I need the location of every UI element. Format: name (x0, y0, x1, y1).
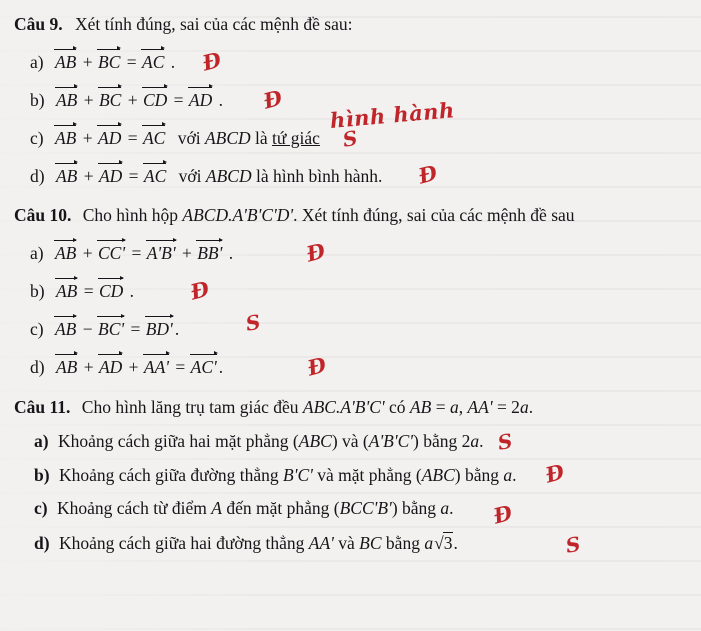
pen-mark-10c: S (243, 309, 263, 336)
question-11-item-a (14, 428, 691, 455)
vector-ab: AB (55, 356, 78, 377)
question-11-item-c (14, 498, 691, 530)
vector-ac: AC (143, 165, 167, 186)
question-10-item-b: b) AB = CD . Đ (30, 276, 212, 305)
vector-a-prime-b-prime: A'B' (146, 243, 176, 264)
vector-bc: BC (98, 51, 121, 72)
item-label-c: c) (30, 127, 44, 148)
question-9-item-c: c) AB + AD = AC với ABCD là tứ giác S (30, 125, 360, 152)
vector-bd-prime: BD' (145, 319, 173, 339)
item-label-a: a) (30, 243, 44, 264)
question-11-label: Câu 11. (14, 396, 71, 417)
pen-mark-11a: S (495, 428, 515, 455)
vector-ad: AD (98, 127, 122, 148)
question-9-item-b: b) AB + BC + CD = AD . Đ (30, 84, 285, 114)
question-11-prompt: Cho hình lăng trụ tam giác đều ABC.A'B'C' có AB = a, AA' = 2a. (81, 396, 534, 417)
item-label-c: c) (34, 498, 48, 519)
question-10-item-d: d) AB + AD + AA' = AC' . Đ (30, 351, 329, 381)
item-label-a: a) (30, 51, 44, 72)
vector-bc-prime: BC' (98, 319, 125, 339)
question-9-prompt: Xét tính đúng, sai của các mệnh đề sau: (75, 14, 353, 34)
vector-ab: AB (55, 89, 78, 110)
vector-ac: AC (142, 127, 166, 148)
question-9-item-d: d) AB + AD = AC với ABCD là hình bình hành. Đ (30, 159, 440, 189)
vector-cd: CD (142, 89, 168, 110)
vector-cd: CD (98, 281, 124, 302)
item-label-d: d) (30, 356, 45, 377)
vector-ab: AB (55, 281, 78, 302)
pen-mark-11c: Đ (490, 500, 515, 530)
item-label-b: b) (30, 89, 45, 110)
item-11d-text: Khoảng cách giữa hai đường thẳng AA' và BC bằng a√3. (58, 533, 458, 554)
item-11c-text: Khoảng cách từ điểm A đến mặt phẳng (BCC'B') bằng a. (56, 498, 454, 519)
vector-ab: AB (54, 243, 77, 264)
question-10-item-c: c) AB − BC' = BD' . S (30, 309, 263, 339)
item-label-b: b) (30, 281, 45, 302)
item-label-d: d) (34, 533, 50, 554)
vector-bc: BC (98, 89, 122, 110)
vector-ab: AB (54, 319, 77, 339)
pen-mark-9d: Đ (415, 159, 440, 189)
vector-cc-prime: CC' (98, 243, 126, 264)
item-11b-text: Khoảng cách giữa đường thẳng B'C' và mặt phẳng (ABC) bằng a. (58, 464, 517, 485)
question-10-heading-line (14, 205, 691, 227)
vector-ab: AB (54, 51, 77, 72)
question-10-label: Câu 10. (14, 205, 72, 226)
vector-aa-prime: AA' (143, 356, 170, 377)
vector-ac: AC (142, 51, 165, 72)
vector-ab: AB (54, 127, 77, 148)
pen-mark-9a: Đ (199, 46, 224, 76)
item-label-b: b) (34, 464, 50, 485)
item-9c-text: với ABCD là tứ giác (177, 127, 320, 148)
pen-mark-10d: Đ (304, 351, 329, 381)
question-11-item-b (14, 458, 691, 488)
item-9d-text: với ABCD là hình bình hành. (178, 165, 383, 186)
pen-mark-9b: Đ (260, 84, 285, 114)
pen-mark-11d: S (563, 531, 583, 559)
item-11a-text: Khoảng cách giữa hai mặt phẳng (ABC) và (A'B'C') bằng 2a. (57, 430, 484, 451)
question-11-heading-line (14, 397, 691, 419)
vector-ac-prime: AC' (190, 356, 217, 377)
vector-ab: AB (55, 165, 78, 186)
vector-ad: AD (98, 356, 123, 377)
item-label-a: a) (34, 430, 49, 451)
item-label-d: d) (30, 165, 45, 186)
pen-mark-10a: Đ (303, 238, 328, 267)
question-10-item-a: a) AB + CC' = A'B' + BB' . Đ (30, 238, 328, 267)
pen-note-hinh-hanh: hình hành (328, 97, 456, 133)
item-label-c: c) (30, 319, 44, 339)
question-9-heading-line (14, 14, 691, 36)
question-9-label: Câu 9. (14, 14, 63, 34)
question-10-prompt: Cho hình hộp ABCD.A'B'C'D'. Xét tính đúng, sai của các mệnh đề sau (82, 205, 575, 226)
vector-ad: AD (98, 165, 123, 186)
vector-ad: AD (188, 89, 213, 110)
pen-mark-10b: Đ (187, 276, 212, 305)
question-9-item-a: a) AB + BC = AC . Đ (30, 46, 224, 76)
pen-mark-11b: Đ (542, 458, 567, 488)
question-11-item-d (14, 531, 691, 559)
pen-mark-9c: S (340, 125, 360, 152)
vector-bb-prime: BB' (197, 243, 223, 264)
